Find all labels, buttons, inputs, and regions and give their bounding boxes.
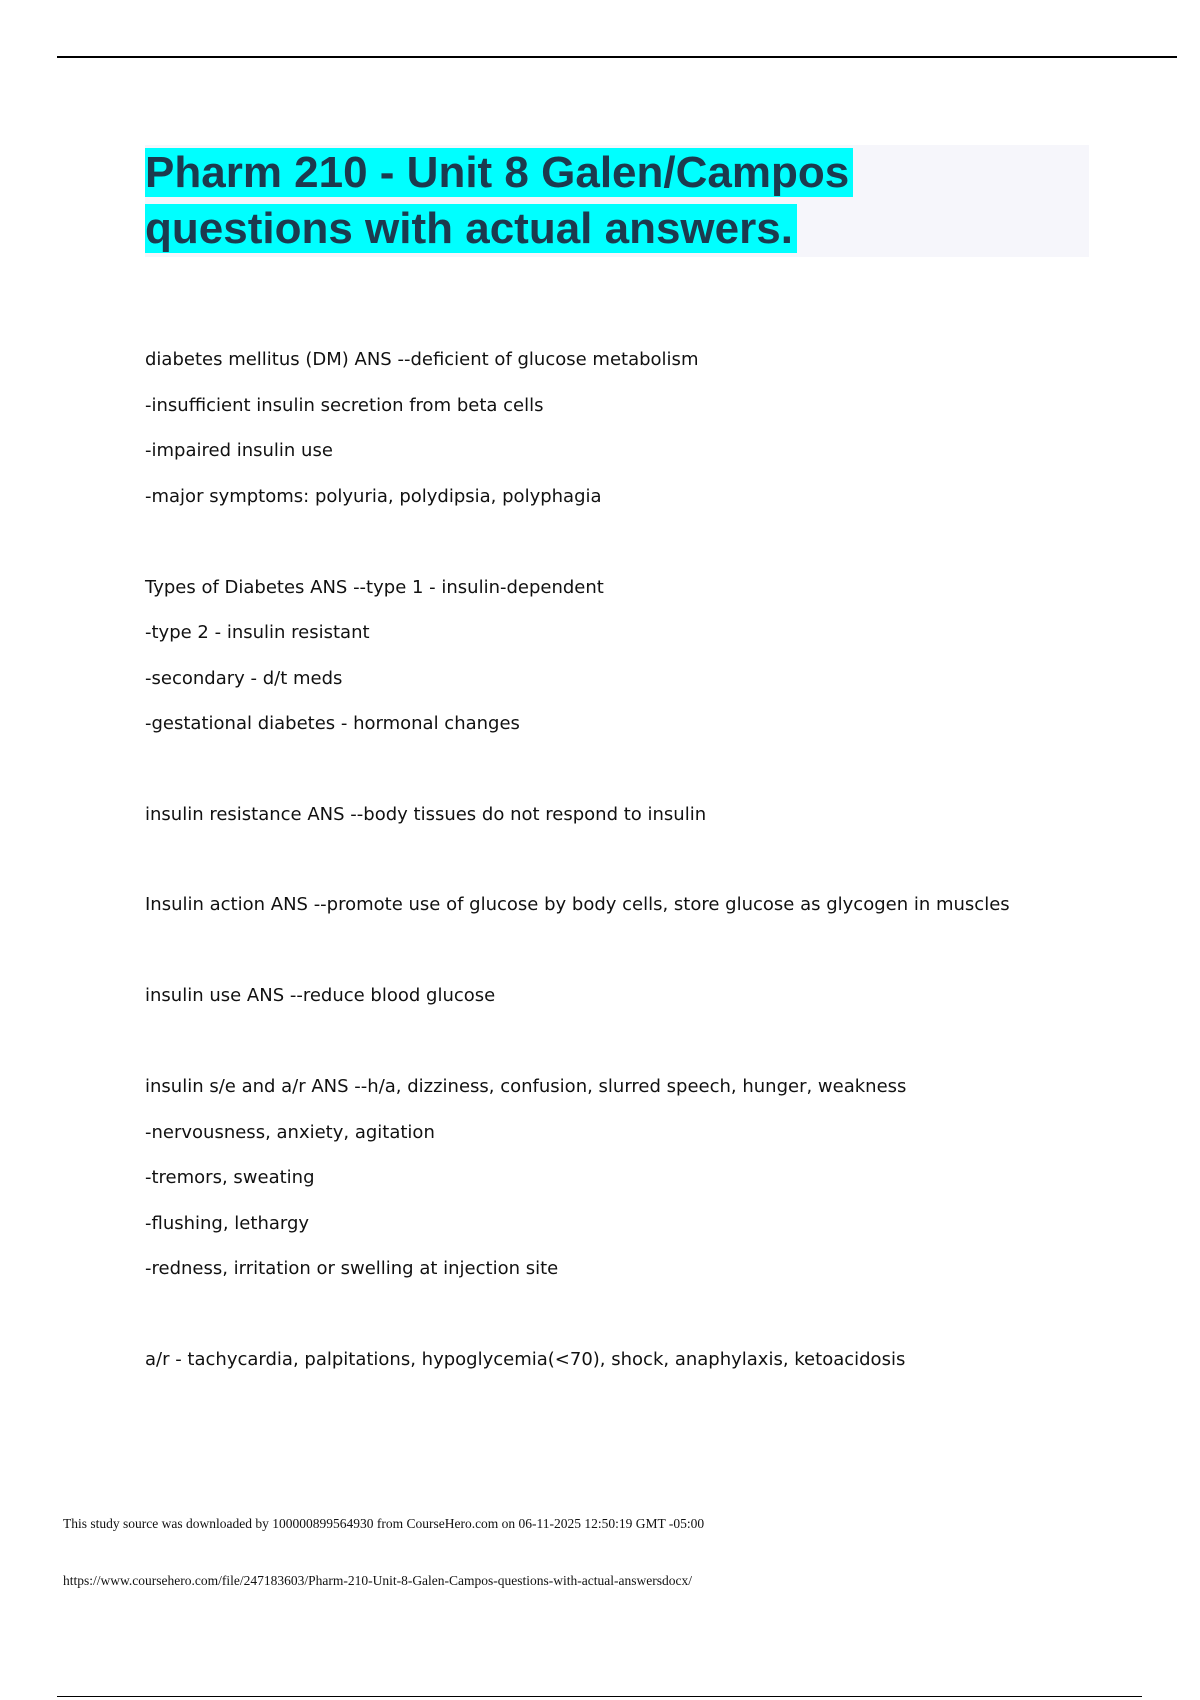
body-line: -secondary - d/t meds bbox=[145, 668, 343, 689]
title-highlight-1: Pharm 210 - Unit 8 Galen/Campos bbox=[145, 148, 853, 197]
source-url-link[interactable]: https://www.coursehero.com/file/247183603/Pharm-210-Unit-8-Galen-Campos-questions-with-actual-answersdocx/ bbox=[63, 1573, 692, 1588]
top-rule bbox=[57, 56, 1177, 58]
body-line: diabetes mellitus (DM) ANS --deficient of glucose metabolism bbox=[145, 349, 699, 370]
body-line: Insulin action ANS --promote use of glucose by body cells, store glucose as glycogen in muscles bbox=[145, 894, 1010, 915]
body-line: -gestational diabetes - hormonal changes bbox=[145, 713, 520, 734]
body-line: -nervousness, anxiety, agitation bbox=[145, 1122, 435, 1143]
document-title-line-2 bbox=[145, 201, 797, 257]
body-line: -type 2 - insulin resistant bbox=[145, 622, 370, 643]
title-block bbox=[145, 145, 1089, 257]
body-line: insulin s/e and a/r ANS --h/a, dizziness, confusion, slurred speech, hunger, weakness bbox=[145, 1076, 907, 1097]
body-line: -insufficient insulin secretion from beta cells bbox=[145, 395, 544, 416]
body-line: -flushing, lethargy bbox=[145, 1213, 310, 1234]
body-line: Types of Diabetes ANS --type 1 - insulin-dependent bbox=[145, 577, 604, 598]
document-title-line-1 bbox=[145, 145, 853, 201]
title-highlight-2: questions with actual answers. bbox=[145, 204, 797, 253]
body-line: -major symptoms: polyuria, polydipsia, polyphagia bbox=[145, 486, 602, 507]
body-line: insulin resistance ANS --body tissues do not respond to insulin bbox=[145, 804, 707, 825]
body-line: insulin use ANS --reduce blood glucose bbox=[145, 985, 496, 1006]
body-line: a/r - tachycardia, palpitations, hypoglycemia(<70), shock, anaphylaxis, ketoacidosis bbox=[145, 1349, 906, 1370]
download-note: This study source was downloaded by 100000899564930 from CourseHero.com on 06-11-2025 12:50:19 GMT -05:00 bbox=[63, 1516, 705, 1531]
bottom-rule bbox=[57, 1696, 1142, 1697]
body-line: -redness, irritation or swelling at injection site bbox=[145, 1258, 559, 1279]
body-line: -tremors, sweating bbox=[145, 1167, 315, 1188]
body-line: -impaired insulin use bbox=[145, 440, 333, 461]
